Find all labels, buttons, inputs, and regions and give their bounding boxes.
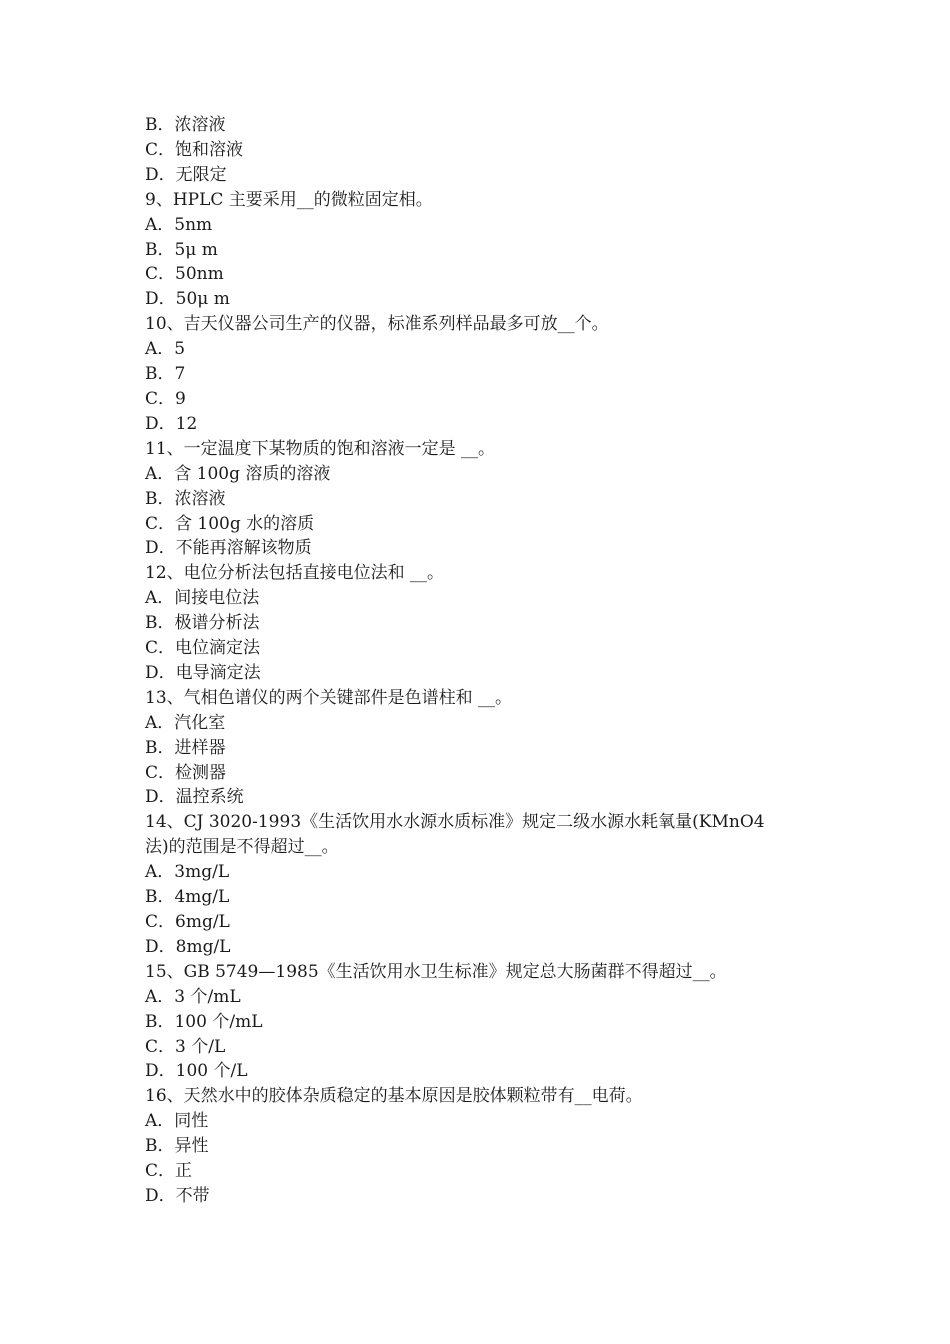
- q9-option-c: C．50nm: [145, 264, 224, 285]
- q10-option-d: D．12: [145, 413, 198, 434]
- q12-option-a: A．间接电位法: [145, 588, 260, 609]
- q11-option-a: A．含 100g 溶质的溶液: [145, 463, 331, 484]
- q16-option-d: D．不带: [145, 1185, 210, 1206]
- q11-option-b: B．浓溶液: [145, 488, 226, 509]
- q16-option-a: A．同性: [145, 1111, 209, 1132]
- q9-option-b: B．5μ m: [145, 239, 218, 260]
- q9-option-d: D．50μ m: [145, 289, 230, 310]
- question-15: 15、GB 5749—1985《生活饮用水卫生标准》规定总大肠菌群不得超过__。: [145, 961, 727, 982]
- question-9: 9、HPLC 主要采用__的微粒固定相。: [145, 189, 433, 210]
- q10-option-b: B．7: [145, 364, 186, 385]
- question-16: 16、天然水中的胶体杂质稳定的基本原因是胶体颗粒带有__电荷。: [145, 1086, 643, 1107]
- q13-option-a: A．汽化室: [145, 712, 226, 733]
- q11-option-c: C．含 100g 水的溶质: [145, 513, 315, 534]
- q14-option-b: B．4mg/L: [145, 887, 230, 908]
- question-14-continued: 法)的范围是不得超过__。: [145, 837, 339, 858]
- question-list: [145, 113, 810, 1209]
- option-c-line: C．饱和溶液: [145, 139, 244, 160]
- q10-option-a: A．5: [145, 339, 186, 360]
- q16-option-c: C．正: [145, 1161, 193, 1182]
- q16-option-b: B．异性: [145, 1136, 209, 1157]
- question-14: 14、CJ 3020-1993《生活饮用水水源水质标准》规定二级水源水耗氧量(KMnO4: [145, 812, 765, 833]
- q15-option-a: A．3 个/mL: [145, 986, 241, 1007]
- q13-option-d: D．温控系统: [145, 787, 244, 808]
- q13-option-c: C．检测器: [145, 762, 227, 783]
- q10-option-c: C．9: [145, 388, 186, 409]
- option-b-line: B．浓溶液: [145, 115, 226, 135]
- question-11: 11、一定温度下某物质的饱和溶液一定是 __。: [145, 438, 496, 459]
- q12-option-b: B．极谱分析法: [145, 613, 260, 634]
- option-d-line: D．无限定: [145, 164, 227, 185]
- question-10: 10、吉天仪器公司生产的仪器，标准系列样品最多可放__个。: [145, 314, 609, 335]
- q9-option-a: A．5nm: [145, 214, 213, 235]
- q11-option-d: D．不能再溶解该物质: [145, 538, 312, 559]
- q14-option-d: D．8mg/L: [145, 936, 231, 957]
- question-12: 12、电位分析法包括直接电位法和 __。: [145, 563, 445, 584]
- question-13: 13、气相色谱仪的两个关键部件是色谱柱和 __。: [145, 687, 513, 708]
- q15-option-d: D．100 个/L: [145, 1061, 248, 1082]
- q12-option-c: C．电位滴定法: [145, 638, 261, 659]
- q15-option-c: C．3 个/L: [145, 1036, 226, 1057]
- q13-option-b: B．进样器: [145, 737, 226, 758]
- q14-option-c: C．6mg/L: [145, 912, 230, 932]
- q15-option-b: B．100 个/mL: [145, 1011, 263, 1032]
- q14-option-a: A．3mg/L: [145, 862, 230, 883]
- q12-option-d: D．电导滴定法: [145, 662, 261, 683]
